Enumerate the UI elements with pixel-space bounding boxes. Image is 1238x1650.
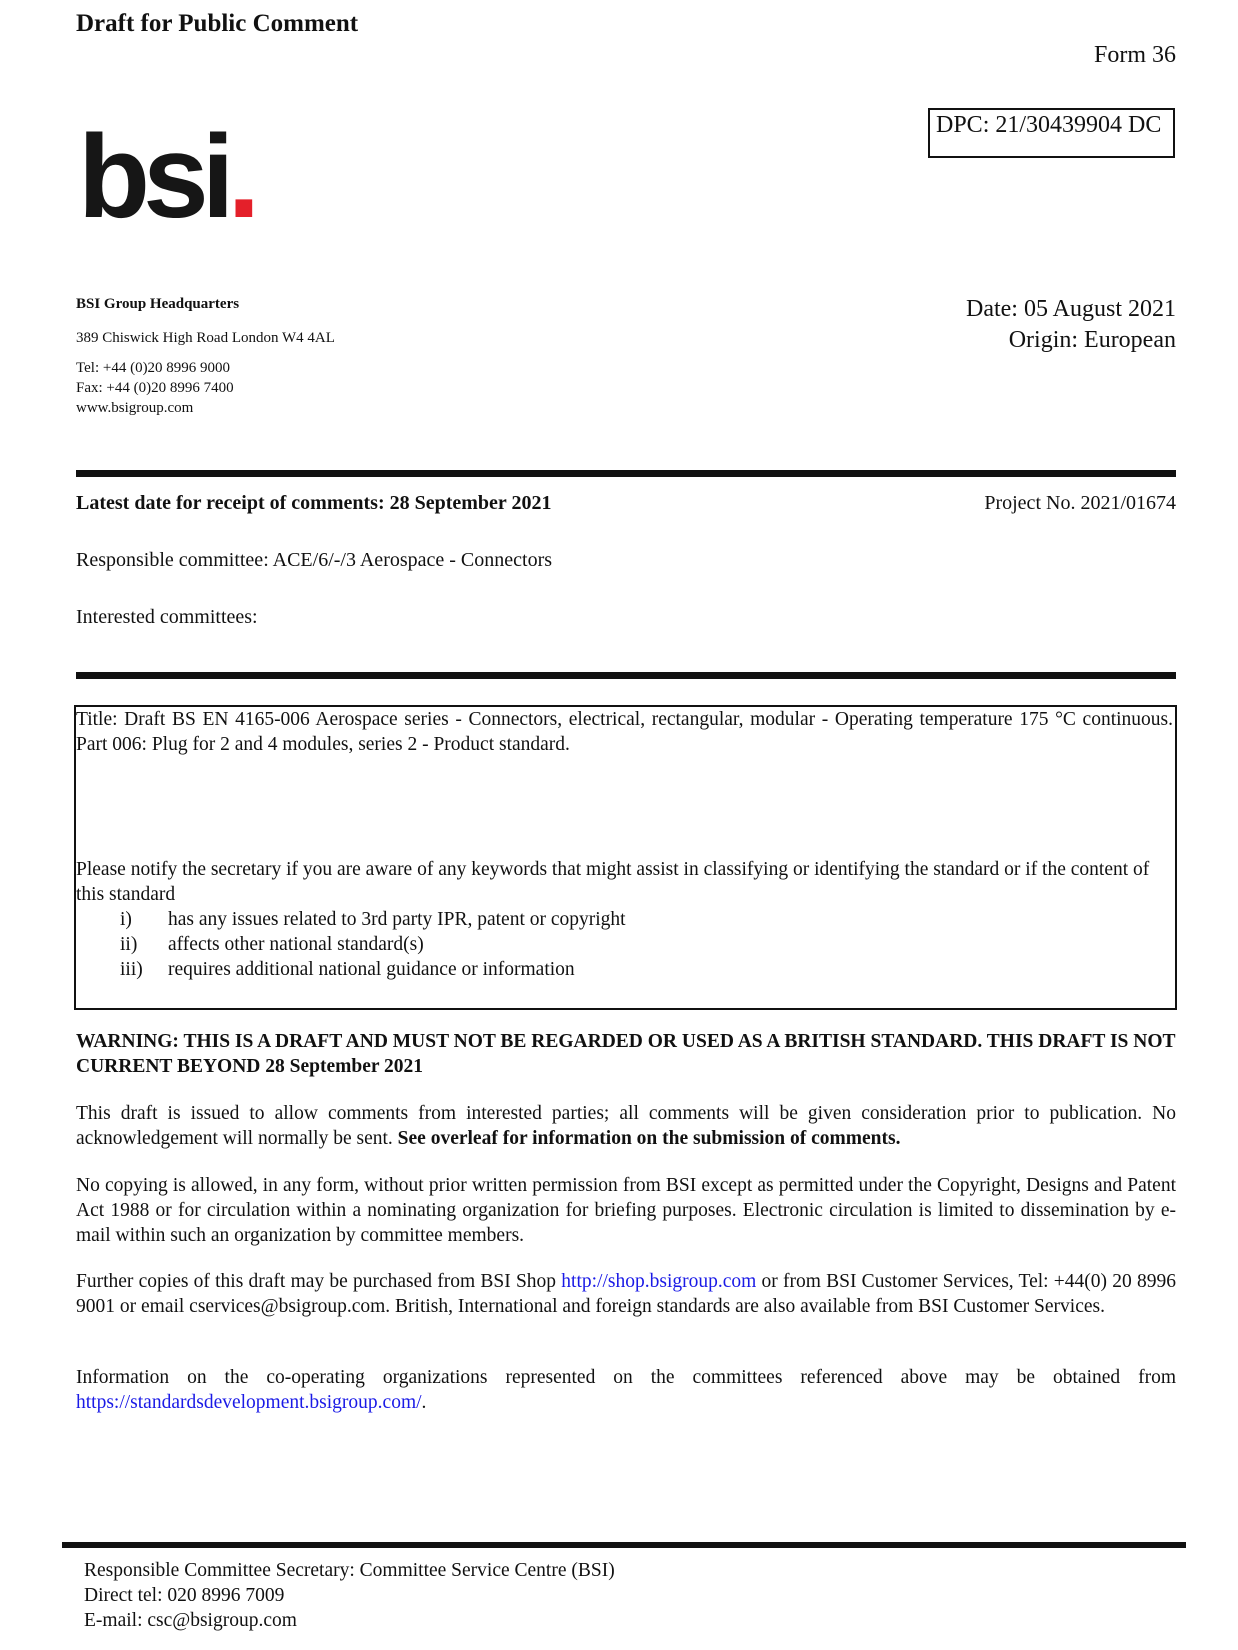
hq-address: 389 Chiswick High Road London W4 4AL <box>76 330 335 346</box>
footer-email: E-mail: csc@bsigroup.com <box>84 1610 297 1631</box>
list-item-text: has any issues related to 3rd party IPR, patent or copyright <box>168 909 626 930</box>
paragraph-text: Further copies of this draft may be purchased from BSI Shop <box>76 1271 562 1292</box>
standards-development-link[interactable]: https://standardsdevelopment.bsigroup.com/ <box>76 1392 422 1413</box>
dpc-reference: DPC: 21/30439904 DC <box>936 112 1162 138</box>
origin: Origin: European <box>1008 327 1176 353</box>
overleaf-note: See overleaf for information on the submission of comments. <box>397 1128 901 1149</box>
latest-comment-date: Latest date for receipt of comments: 28 September 2021 <box>76 492 552 514</box>
paragraph-text: Information on the co-operating organizations represented on the committees referenced above may be obtained from <box>76 1367 1176 1388</box>
hq-fax: Fax: +44 (0)20 8996 7400 <box>76 380 234 396</box>
shop-link[interactable]: http://shop.bsigroup.com <box>561 1271 757 1292</box>
notify-list <box>76 907 626 982</box>
hq-web: www.bsigroup.com <box>76 400 194 416</box>
form-number: Form 36 <box>1093 42 1176 68</box>
list-item-text: affects other national standard(s) <box>168 934 424 955</box>
draft-heading: Draft for Public Comment <box>76 10 359 37</box>
list-item <box>76 907 626 932</box>
paragraph-copying: No copying is allowed, in any form, without prior written permission from BSI except as permitted under the Copyright, Designs and Patent Act 1988 or for circulation within a nominating organization for briefing purposes. Electronic circulation is limited to dissemination by e-mail within such an organization by committee members. <box>76 1175 1176 1246</box>
list-item <box>76 932 626 957</box>
warning-notice: WARNING: THIS IS A DRAFT AND MUST NOT BE REGARDED OR USED AS A BRITISH STANDARD. THIS DRAFT IS NOT CURRENT BEYOND 28 September 2021 <box>76 1031 1176 1077</box>
logo-text: bsi <box>78 111 228 243</box>
bsi-logo <box>78 111 254 243</box>
logo-dot: . <box>227 111 254 243</box>
paragraph-text: or from BSI Customer Services, Tel: +44(0) 20 8996 9001 or email cservices@bsigroup.com. British, International and foreign standards are also available from BSI Customer Services. <box>76 1271 1176 1317</box>
list-item-number: iii) <box>120 959 143 980</box>
document-title: Title: Draft BS EN 4165-006 Aerospace series - Connectors, electrical, rectangular, modular - Operating temperature 175 °C continuous. Part 006: Plug for 2 and 4 modules, series 2 - Product standard. <box>76 709 1173 755</box>
top-divider <box>76 470 1176 477</box>
paragraph-comments <box>76 1101 1176 1151</box>
paragraph-information <box>76 1365 1176 1415</box>
notify-text: Please notify the secretary if you are aware of any keywords that might assist in classifying or identifying the standard or if the content of this standard <box>76 859 1150 905</box>
footer-direct-tel: Direct tel: 020 8996 7009 <box>84 1585 285 1606</box>
title-box <box>74 705 1177 1010</box>
responsible-committee: Responsible committee: ACE/6/-/3 Aerospace - Connectors <box>76 549 553 571</box>
date-origin-block <box>966 294 1176 356</box>
paragraph-further-copies <box>76 1269 1176 1319</box>
paragraph-text: . <box>421 1392 427 1413</box>
paragraph-text: This draft is issued to allow comments from interested parties; all comments will be given consideration prior to publication. No acknowledgement will normally be sent. <box>76 1103 1176 1149</box>
footer-divider <box>62 1542 1186 1548</box>
issue-date: Date: 05 August 2021 <box>966 296 1176 322</box>
list-item-number: ii) <box>120 934 138 955</box>
interested-committees: Interested committees: <box>76 606 258 628</box>
list-item <box>76 957 626 982</box>
middle-divider <box>76 672 1176 679</box>
project-number: Project No. 2021/01674 <box>984 492 1176 514</box>
list-item-text: requires additional national guidance or information <box>168 959 575 980</box>
list-item-number: i) <box>120 909 132 930</box>
hq-tel: Tel: +44 (0)20 8996 9000 <box>76 360 231 376</box>
hq-name: BSI Group Headquarters <box>76 296 240 312</box>
dpc-reference-box <box>928 108 1175 158</box>
footer-secretary: Responsible Committee Secretary: Committee Service Centre (BSI) <box>84 1560 615 1581</box>
